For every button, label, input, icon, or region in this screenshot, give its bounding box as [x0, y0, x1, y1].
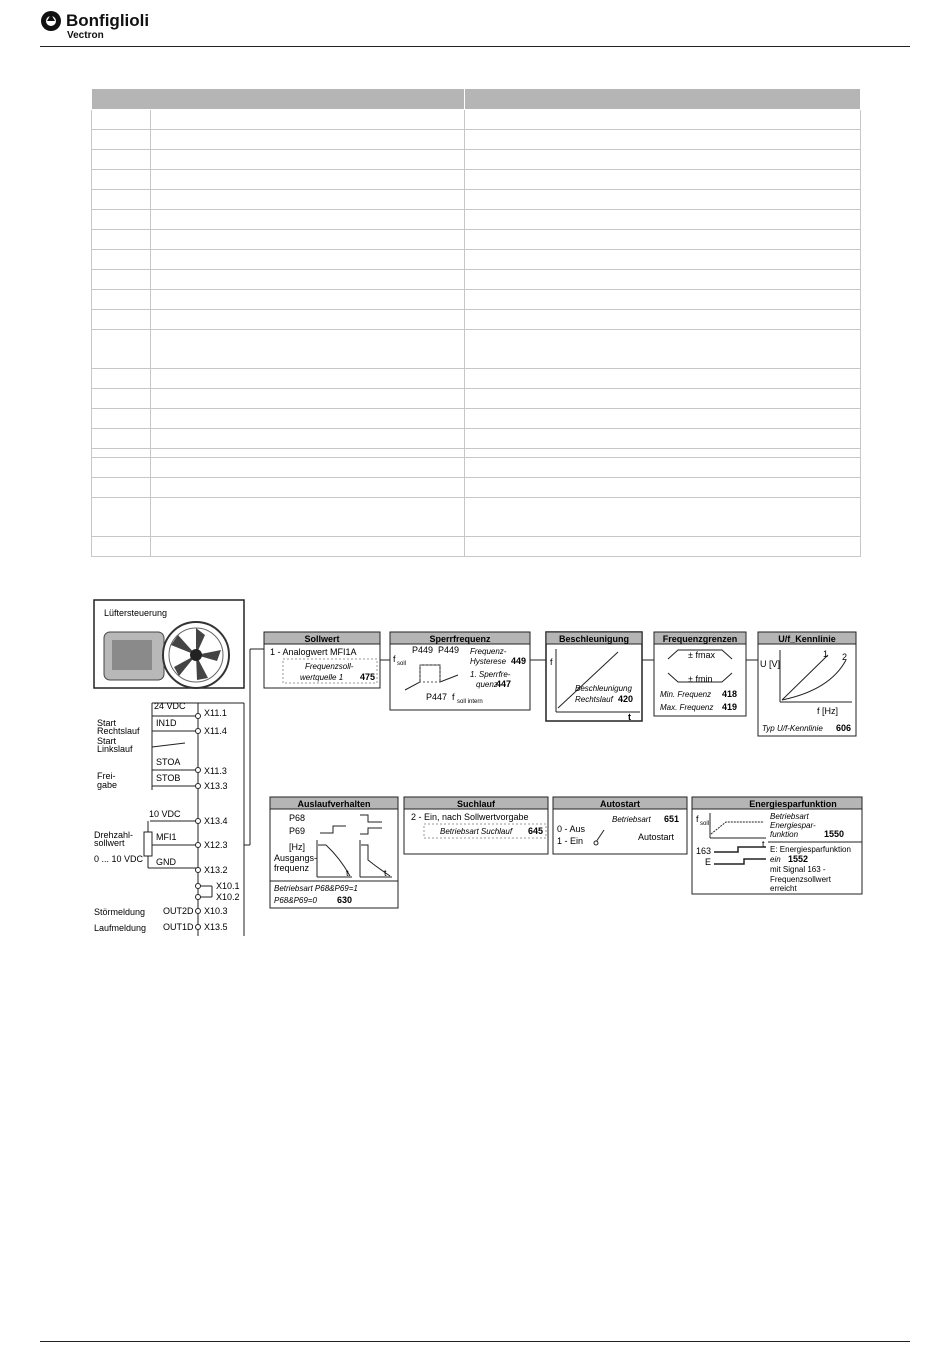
- label-freigabe-1: Frei-: [97, 771, 116, 781]
- block-title: Auslaufverhalten: [297, 799, 371, 809]
- block-line: 1 - Analogwert MFI1A: [270, 647, 357, 657]
- block-energiesparfunktion: [692, 797, 862, 894]
- block-e3: mit Signal 163 -: [770, 865, 826, 874]
- fan-control-label: Lüftersteuerung: [104, 608, 168, 618]
- block-p69: P69: [289, 826, 306, 836]
- block-title: Suchlauf: [456, 799, 496, 809]
- block-t2: t: [384, 868, 387, 878]
- block-aus: 0 - Aus: [557, 824, 586, 834]
- block-b1: Betriebsart P68&P69=1: [274, 884, 358, 893]
- block-auslaufverhalten: [270, 797, 398, 908]
- block-p68: P68: [289, 813, 306, 823]
- block-sperr-2: quenz: [476, 680, 498, 689]
- terminal-x10-1: X10.1: [216, 881, 240, 891]
- block-fsoll-sub: soll: [397, 661, 407, 667]
- block-fsoll: f: [393, 654, 396, 664]
- block-title: U/f_Kennlinie: [778, 634, 836, 644]
- label-laufmeldung: Laufmeldung: [94, 923, 147, 933]
- brand-name: Bonfiglioli: [66, 11, 150, 30]
- block-line: 2 - Ein, nach Sollwertvorgabe: [411, 812, 529, 822]
- block-title: Sollwert: [304, 634, 340, 644]
- block-b2: Energiespar-: [770, 821, 816, 830]
- block-param: Frequenzsoll-: [305, 662, 354, 671]
- terminal-24vdc: 24 VDC: [154, 701, 186, 711]
- label-start-right: Start: [97, 718, 117, 728]
- block-title: Autostart: [600, 799, 640, 809]
- terminal-strip: [94, 649, 264, 936]
- terminal-stoa: STOA: [156, 757, 181, 767]
- label-range: 0 ... 10 VDC: [94, 854, 144, 864]
- block-title: Frequenzgrenzen: [662, 634, 738, 644]
- terminal-x13-4: X13.4: [204, 816, 228, 826]
- block-b3: funktion: [770, 830, 799, 839]
- footer-rule: [40, 1341, 910, 1342]
- block-t: t: [628, 712, 631, 722]
- block-number: 606: [836, 723, 852, 733]
- block-uf-kennlinie: [758, 632, 856, 736]
- block-b2: P68&P69=0: [274, 896, 317, 905]
- block-param-2: wertquelle 1: [300, 673, 344, 682]
- block-t: t: [762, 839, 765, 849]
- terminal-stob: STOB: [156, 773, 181, 783]
- block-t1: t: [346, 868, 349, 878]
- block-number: 630: [337, 895, 353, 905]
- block-typ: Typ U/f-Kennlinie: [762, 724, 823, 733]
- terminal-in1d: IN1D: [156, 718, 177, 728]
- block-hyst-2: Hysterese: [470, 657, 507, 666]
- block-fmax: ± fmax: [688, 650, 715, 660]
- block-e2: ein: [770, 855, 781, 864]
- terminal-x11-1: X11.1: [204, 708, 227, 718]
- block-suchlauf: [404, 797, 548, 854]
- block-fint-sub: soll intern: [457, 699, 483, 705]
- block-number: 645: [528, 826, 544, 836]
- block-e4: Frequenzsollwert: [770, 875, 831, 884]
- terminal-mfi1: MFI1: [156, 832, 177, 842]
- block-min: Min. Frequenz: [660, 690, 712, 699]
- brand-subtitle: Vectron: [67, 30, 104, 41]
- block-hz: [Hz]: [289, 842, 306, 852]
- terminal-x10-2: X10.2: [216, 892, 240, 902]
- terminal-x11-3: X11.3: [204, 766, 227, 776]
- block-fmin: ± fmin: [688, 674, 713, 684]
- block-label-2: Rechtslauf: [575, 695, 613, 704]
- terminal-gnd: GND: [156, 857, 176, 867]
- block-fhz: f [Hz]: [817, 706, 839, 716]
- block-number: 1550: [824, 829, 845, 839]
- block-curve-1: 1: [823, 649, 829, 659]
- terminal-x13-2: X13.2: [204, 865, 228, 875]
- block-frequenzgrenzen: [654, 632, 746, 716]
- block-p449-b: P449: [438, 645, 460, 655]
- block-163: 163: [696, 846, 712, 856]
- block-param: Betriebsart Suchlauf: [440, 827, 513, 836]
- label-rechtslauf: Rechtslauf: [97, 726, 140, 736]
- block-e5: erreicht: [770, 884, 797, 893]
- block-f: f: [550, 657, 553, 667]
- block-hyst: Frequenz-: [470, 647, 507, 656]
- block-fint: f: [452, 692, 455, 702]
- terminal-x12-3: X12.3: [204, 840, 228, 850]
- block-sperrfrequenz: [390, 632, 530, 710]
- block-number: 418: [722, 689, 738, 699]
- label-drehzahl-1: Drehzahl-: [94, 830, 134, 840]
- terminal-x11-4: X11.4: [204, 726, 227, 736]
- block-p447: P447: [426, 692, 448, 702]
- terminal-x13-3: X13.3: [204, 781, 228, 791]
- block-e: E: [705, 857, 712, 867]
- block-number: 475: [360, 672, 376, 682]
- fan-control-box: [94, 600, 244, 688]
- block-number: 449: [511, 656, 527, 666]
- block-e1: E: Energiesparfunktion: [770, 845, 851, 854]
- block-frequenz: frequenz: [274, 863, 310, 873]
- block-number: 1552: [788, 854, 809, 864]
- block-title: Beschleunigung: [558, 634, 630, 644]
- label-drehzahl-2: sollwert: [94, 838, 125, 848]
- block-number: 420: [618, 694, 634, 704]
- block-number: 447: [496, 679, 512, 689]
- block-number: 419: [722, 702, 738, 712]
- terminal-x10-3: X10.3: [204, 906, 228, 916]
- terminal-out2d: OUT2D: [163, 906, 194, 916]
- block-title: Energiesparfunktion: [749, 799, 837, 809]
- block-beschleunigung: [546, 632, 642, 722]
- terminal-10vdc: 10 VDC: [149, 809, 181, 819]
- block-number: 651: [664, 814, 680, 824]
- block-max: Max. Frequenz: [660, 703, 714, 712]
- block-b1: Betriebsart: [770, 812, 809, 821]
- block-title: Sperrfrequenz: [429, 634, 491, 644]
- block-label: Autostart: [638, 832, 675, 842]
- block-curve-2: 2: [842, 652, 848, 662]
- label-freigabe-2: gabe: [97, 780, 118, 790]
- block-ausgang: Ausgangs-: [274, 853, 318, 863]
- label-stoermeldung: Störmeldung: [94, 907, 146, 917]
- block-label: Beschleunigung: [575, 684, 632, 693]
- block-p449-a: P449: [412, 645, 434, 655]
- block-uv: U [V]: [760, 659, 781, 669]
- terminal-x13-5: X13.5: [204, 922, 228, 932]
- block-f: f: [696, 814, 699, 824]
- block-autostart: [553, 797, 687, 854]
- block-sperr-1: 1. Sperrfre-: [470, 670, 511, 679]
- block-param: Betriebsart: [612, 815, 651, 824]
- block-sollwert: [264, 632, 380, 688]
- terminal-out1d: OUT1D: [163, 922, 194, 932]
- block-ein: 1 - Ein: [557, 836, 584, 846]
- block-fsub: soll: [700, 821, 710, 827]
- label-linkslauf: Linkslauf: [97, 744, 133, 754]
- label-start-left: Start: [97, 736, 117, 746]
